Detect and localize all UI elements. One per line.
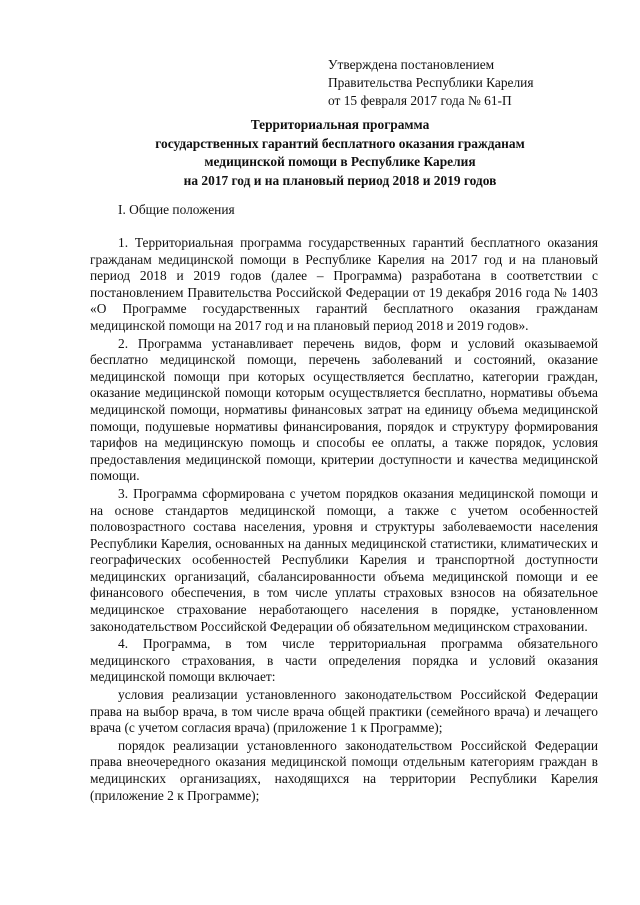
title-line: на 2017 год и на плановый период 2018 и 2019 годов (183, 172, 497, 188)
paragraph: 1. Территориальная программа государственных гарантий бесплатного оказания гражданам медицинской помощи в Республике Карелия на 2017 год и на плановый период 2018 и 2019 годов (далее – Программа) разработана в соответствии с постановлением Правительства Российской Федерации от 19 декабря 2016 года № 1403 «О Программе государственных гарантий бесплатного оказания гражданам медицинской помощи на 2017 год и на плановый период 2018 и 2019 годов». (90, 235, 598, 333)
paragraph: порядок реализации установленного законодательством Российской Федерации права внеочередного оказания медицинской помощи отдельным категориям граждан в медицинских организациях, находящихся на территории Республики Карелия (приложение 2 к Программе); (90, 737, 598, 803)
approval-stamp (328, 56, 628, 110)
approval-line: Правительства Республики Карелия (328, 75, 534, 90)
paragraph: 4. Программа, в том числе территориальная программа обязательного медицинского страхования, в части определения порядка и условий оказания медицинской помощи включает: (90, 636, 598, 685)
title-line: медицинской помощи в Республике Карелия (204, 154, 476, 169)
document-title (70, 116, 610, 190)
title-line: государственных гарантий бесплатного оказания гражданам (155, 135, 525, 151)
paragraph: 2. Программа устанавливает перечень видов, форм и условий оказываемой бесплатно медицинской помощи, перечень заболеваний и состояний, оказание медицинской помощи при которых осуществляется бесплатно, категории граждан, оказание медицинской помощи которым осуществляется бесплатно, нормативы объема медицинской помощи, нормативы финансовых затрат на единицу объема медицинской помощи, подушевые нормативы финансирования, порядок и структуру формирования тарифов на медицинскую помощь и способы ее оплаты, а также порядок, условия предоставления медицинской помощи, критерии доступности и качества медицинской помощи. (90, 335, 598, 484)
section-heading: I. Общие положения (118, 202, 235, 217)
title-line: Территориальная программа (250, 117, 430, 132)
approval-date-line: от 15 февраля 2017 года № 61-П (328, 93, 512, 108)
paragraph: 3. Программа сформирована с учетом порядков оказания медицинской помощи и на основе стандартов медицинской помощи, а также с учетом особенностей половозрастного состава населения, уровня и структуры заболеваемости населения Республики Карелия, основанных на данных медицинской статистики, климатических и географических особенностей Республики Карелия и транспортной доступности медицинских организаций, сбалансированности объема медицинской помощи и ее финансового обеспечения, в том числе уплаты страховых взносов на обязательное медицинское страхование неработающего населения в порядке, установленном законодательством Российской Федерации об обязательном медицинском страховании. (90, 485, 598, 634)
paragraph: условия реализации установленного законодательством Российской Федерации права на выбор врача, в том числе врача общей практики (семейного врача) и лечащего врача (с учетом согласия врача) (приложение 1 к Программе); (90, 687, 598, 736)
approval-line: Утверждена постановлением (328, 57, 495, 72)
document-body (90, 235, 598, 804)
